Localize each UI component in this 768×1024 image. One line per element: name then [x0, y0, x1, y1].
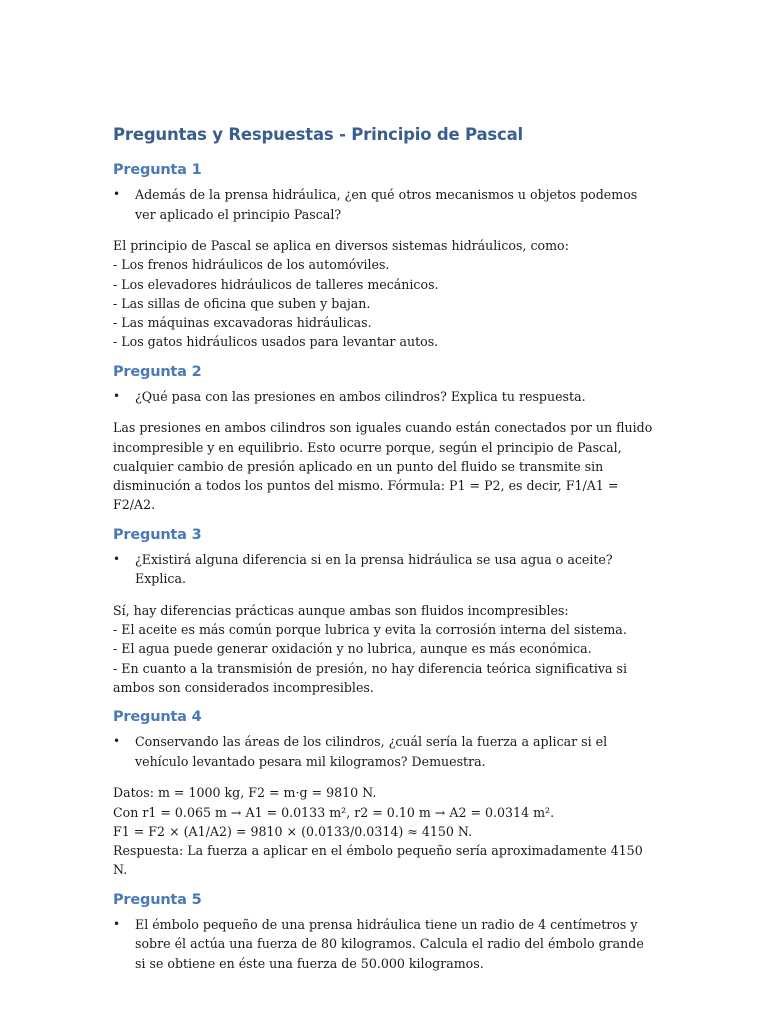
answer-line: - En cuanto a la transmisión de presión, no hay diferencia teórica significativa si ambos son considerados incompresibles.	[113, 660, 627, 695]
answer-line: - Las máquinas excavadoras hidráulicas.	[113, 315, 372, 331]
question-bullet	[113, 732, 658, 771]
question-bullet	[113, 387, 658, 407]
answer-text	[113, 783, 658, 879]
question-text: ¿Qué pasa con las presiones en ambos cilindros? Explica tu respuesta.	[135, 388, 586, 404]
answer-line: Sí, hay diferencias prácticas aunque ambas son fluidos incompresibles:	[113, 602, 569, 618]
answer-line: - Las sillas de oficina que suben y bajan.	[113, 295, 371, 311]
answer-line: F1 = F2 × (A1/A2) = 9810 × (0.0133/0.0314) ≈ 4150 N.	[113, 823, 473, 839]
question-bullet	[113, 550, 658, 589]
bullet-dot-icon: •	[113, 388, 121, 403]
question-text: Conservando las áreas de los cilindros, ¿cuál sería la fuerza a aplicar si el vehículo levantado pesara mil kilogramos? Demuestra.	[135, 734, 608, 769]
question-heading: Pregunta 5	[113, 891, 202, 908]
question-section-1	[113, 160, 658, 352]
question-heading: Pregunta 4	[113, 709, 202, 726]
question-section-5	[113, 890, 658, 974]
answer-line: - Los gatos hidráulicos usados para levantar autos.	[113, 334, 439, 350]
document-title: Preguntas y Respuestas - Principio de Pascal	[113, 125, 524, 144]
answer-line: Con r1 = 0.065 m → A1 = 0.0133 m², r2 = 0.10 m → A2 = 0.0314 m².	[113, 804, 555, 820]
bullet-dot-icon: •	[113, 916, 121, 931]
question-heading: Pregunta 1	[113, 162, 202, 178]
bullet-dot-icon: •	[113, 551, 121, 566]
answer-text	[113, 418, 658, 514]
answer-line: El principio de Pascal se aplica en diversos sistemas hidráulicos, como:	[113, 238, 569, 253]
answer-line: - El aceite es más común porque lubrica y evita la corrosión interna del sistema.	[113, 622, 627, 638]
answer-text	[113, 236, 658, 352]
question-text: El émbolo pequeño de una prensa hidráulica tiene un radio de 4 centímetros y sobre él actúa una fuerza de 80 kilogramos. Calcula el radio del émbolo grande si se obtiene en éste una fuerza de 50.000 kilogramos.	[135, 916, 644, 971]
question-heading: Pregunta 3	[113, 526, 202, 543]
answer-line: Las presiones en ambos cilindros son iguales cuando están conectados por un fluido incompresible y en equilibrio. Esto ocurre porque, según el principio de Pascal, cualquier cambio de presión aplicado en un punto del fluido se transmite sin disminución a todos los puntos del mismo. Fórmula: P1 = P2, es decir, F1/A1 = F2/A2.	[113, 420, 653, 513]
bullet-dot-icon: •	[113, 734, 121, 749]
question-section-4	[113, 707, 658, 879]
answer-line: - Los frenos hidráulicos de los automóviles.	[113, 257, 390, 273]
answer-line: Datos: m = 1000 kg, F2 = m·g = 9810 N.	[113, 785, 377, 801]
question-text: ¿Existirá alguna diferencia si en la prensa hidráulica se usa agua o aceite? Explica.	[135, 551, 613, 587]
answer-text	[113, 601, 658, 697]
bullet-dot-icon: •	[113, 187, 121, 201]
answer-line: - El agua puede generar oxidación y no lubrica, aunque es más económica.	[113, 641, 592, 657]
document-page	[113, 124, 658, 985]
question-section-3	[113, 525, 658, 697]
answer-line: - Los elevadores hidráulicos de talleres mecánicos.	[113, 276, 439, 292]
question-text: Además de la prensa hidráulica, ¿en qué otros mecanismos u objetos podemos ver aplicado el principio Pascal?	[135, 187, 638, 222]
question-bullet	[113, 185, 658, 224]
answer-line: Respuesta: La fuerza a aplicar en el émbolo pequeño sería aproximadamente 4150 N.	[113, 843, 643, 878]
question-section-2	[113, 362, 658, 515]
question-heading: Pregunta 2	[113, 363, 202, 380]
question-bullet	[113, 915, 658, 974]
